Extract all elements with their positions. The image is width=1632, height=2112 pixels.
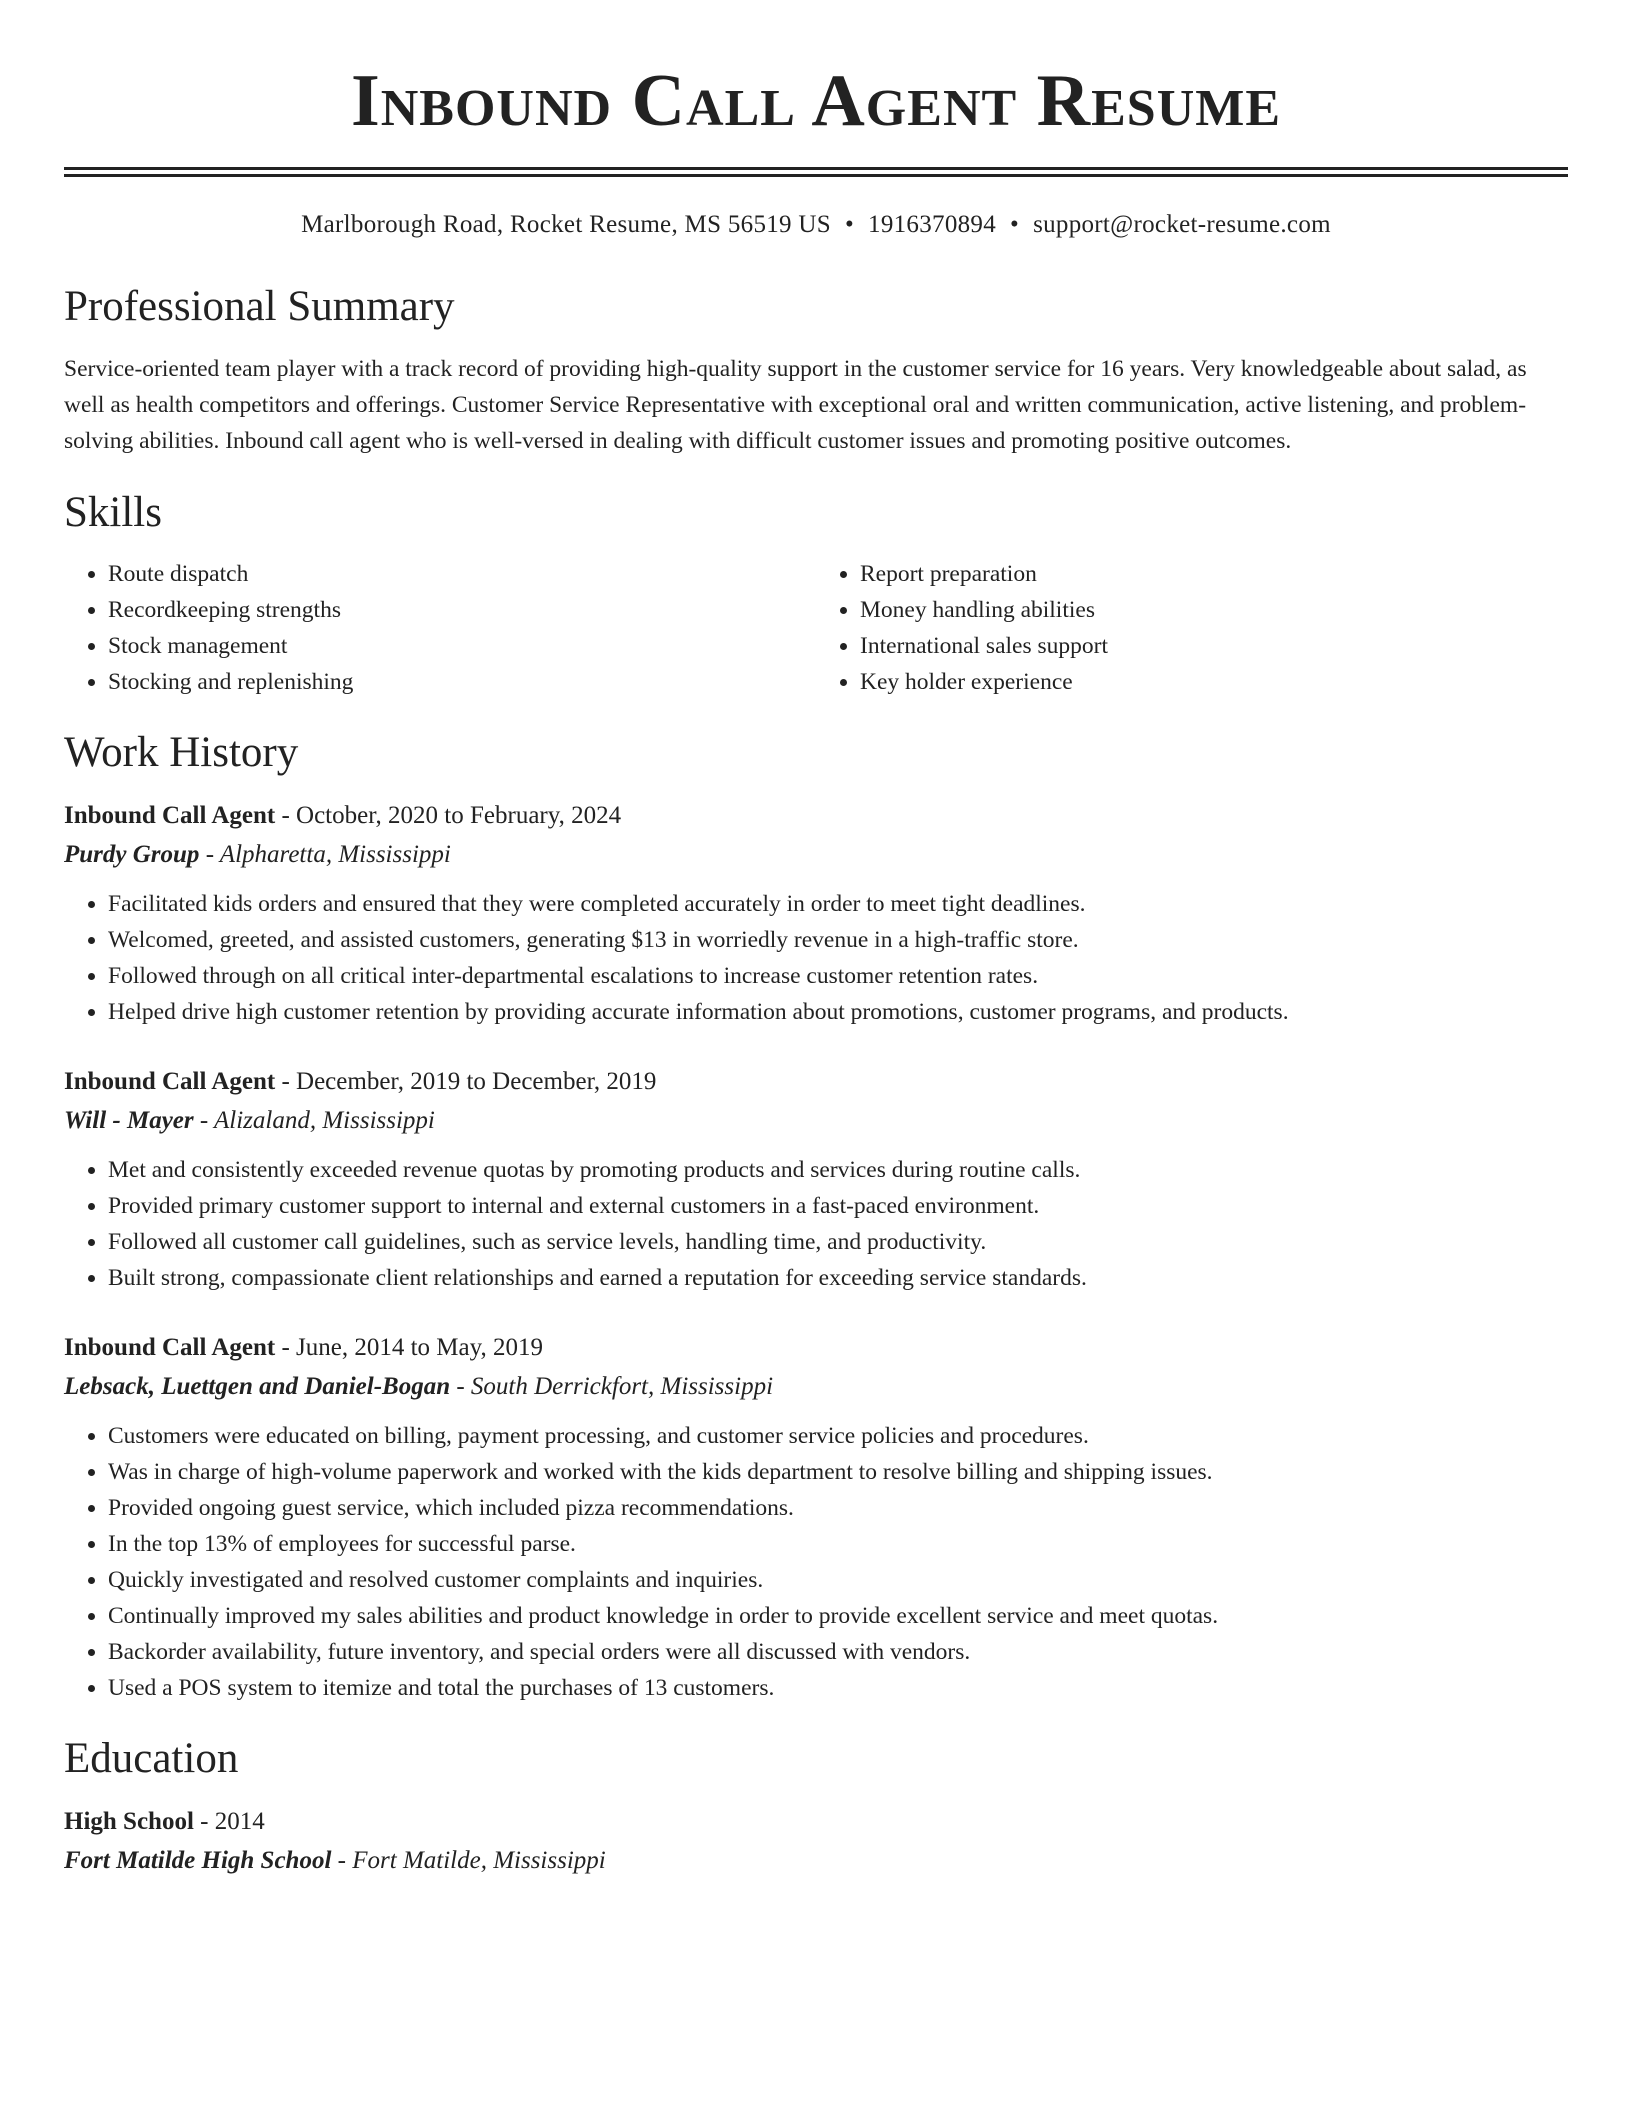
title-double-rule bbox=[64, 167, 1568, 177]
summary-heading: Professional Summary bbox=[64, 283, 455, 330]
job-title: Inbound Call Agent bbox=[64, 802, 276, 829]
job-bullet: • Provided ongoing guest service, which included pizza recommendations. bbox=[108, 1490, 1568, 1526]
skill-item: • Money handling abilities bbox=[860, 592, 1568, 628]
skill-item: • Report preparation bbox=[860, 556, 1568, 592]
job-bullet: • Followed all customer call guidelines, such as service levels, handling time, and productivity. bbox=[108, 1224, 1568, 1260]
contact-line bbox=[64, 210, 1568, 240]
summary-text: Service-oriented team player with a track record of providing high-quality support in the customer service for 16 years. Very knowledgeable about salad, as well as health competitors and offerings. Customer Service Representative with exceptional oral and written communication, active listening, and problem-solving abilities. Inbound call agent who is well-versed in dealing with difficult customer issues and promoting positive outcomes. bbox=[64, 356, 1527, 454]
contact-separator: • bbox=[1010, 211, 1020, 238]
job-bullet: • Followed through on all critical inter-departmental escalations to increase customer retention rates. bbox=[108, 958, 1568, 994]
company-location: - Alizaland, Mississippi bbox=[193, 1107, 435, 1134]
company-name: Purdy Group bbox=[64, 841, 200, 868]
job-title: Inbound Call Agent bbox=[64, 1334, 276, 1361]
skills-list-left bbox=[64, 556, 816, 700]
skills-columns bbox=[64, 556, 1568, 700]
job-bullet: • Built strong, compassionate client relationships and earned a reputation for exceeding service standards. bbox=[108, 1260, 1568, 1296]
job-bullet: • Used a POS system to itemize and total the purchases of 13 customers. bbox=[108, 1670, 1568, 1706]
job-bullet: • Welcomed, greeted, and assisted customers, generating $13 in worriedly revenue in a high-traffic store. bbox=[108, 922, 1568, 958]
job-entry bbox=[64, 1328, 1568, 1706]
school-name: Fort Matilde High School bbox=[64, 1847, 332, 1874]
job-bullet: • In the top 13% of employees for successful parse. bbox=[108, 1526, 1568, 1562]
contact-separator: • bbox=[844, 211, 855, 238]
school-line bbox=[64, 1842, 1568, 1880]
job-bullets bbox=[64, 1152, 1568, 1296]
company-line bbox=[64, 1368, 1568, 1406]
job-bullets bbox=[64, 1418, 1568, 1706]
company-name: Lebsack, Luettgen and Daniel-Bogan bbox=[64, 1373, 451, 1400]
job-dates: - December, 2019 to December, 2019 bbox=[275, 1068, 657, 1095]
job-bullet: • Was in charge of high-volume paperwork and worked with the kids department to resolve billing and shipping issues. bbox=[108, 1454, 1568, 1490]
job-title-line bbox=[64, 1062, 1568, 1102]
contact-email: support@rocket-resume.com bbox=[1033, 211, 1331, 238]
contact-address: Marlborough Road, Rocket Resume, MS 56519 US bbox=[301, 211, 831, 238]
job-entry bbox=[64, 796, 1568, 1030]
company-location: - Alpharetta, Mississippi bbox=[199, 841, 451, 868]
skill-item: • Stock management bbox=[108, 628, 816, 664]
job-bullet: • Quickly investigated and resolved customer complaints and inquiries. bbox=[108, 1562, 1568, 1598]
job-title: Inbound Call Agent bbox=[64, 1068, 276, 1095]
skill-item: • Key holder experience bbox=[860, 664, 1568, 700]
education-heading: Education bbox=[64, 1735, 239, 1782]
job-dates: - June, 2014 to May, 2019 bbox=[275, 1334, 544, 1361]
skills-list-right bbox=[816, 556, 1568, 700]
degree-name: High School bbox=[64, 1808, 194, 1835]
job-bullet: • Facilitated kids orders and ensured that they were completed accurately in order to meet tight deadlines. bbox=[108, 886, 1568, 922]
degree-year: - 2014 bbox=[193, 1808, 265, 1835]
job-title-line bbox=[64, 796, 1568, 836]
job-bullet: • Backorder availability, future inventory, and special orders were all discussed with vendors. bbox=[108, 1634, 1568, 1670]
skill-item: • International sales support bbox=[860, 628, 1568, 664]
school-location: - Fort Matilde, Mississippi bbox=[331, 1847, 606, 1874]
education-entry bbox=[64, 1802, 1568, 1880]
skills-heading: Skills bbox=[64, 489, 162, 536]
job-entry bbox=[64, 1062, 1568, 1296]
job-bullet: • Continually improved my sales abilities and product knowledge in order to provide excellent service and meet quotas. bbox=[108, 1598, 1568, 1634]
job-bullet: • Met and consistently exceeded revenue quotas by promoting products and services during routine calls. bbox=[108, 1152, 1568, 1188]
job-dates: - October, 2020 to February, 2024 bbox=[275, 802, 622, 829]
work-history-heading: Work History bbox=[64, 729, 299, 776]
company-line bbox=[64, 1102, 1568, 1140]
company-name: Will - Mayer bbox=[64, 1107, 194, 1134]
skill-item: • Recordkeeping strengths bbox=[108, 592, 816, 628]
job-bullets bbox=[64, 886, 1568, 1030]
job-bullet: • Customers were educated on billing, payment processing, and customer service policies and procedures. bbox=[108, 1418, 1568, 1454]
contact-phone: 1916370894 bbox=[868, 211, 997, 238]
company-location: - South Derrickfort, Mississippi bbox=[450, 1373, 774, 1400]
job-bullet: • Provided primary customer support to internal and external customers in a fast-paced environment. bbox=[108, 1188, 1568, 1224]
job-bullet: • Helped drive high customer retention by providing accurate information about promotions, customer programs, and products. bbox=[108, 994, 1568, 1030]
resume-title: Inbound Call Agent Resume bbox=[350, 60, 1282, 142]
job-title-line bbox=[64, 1328, 1568, 1368]
company-line bbox=[64, 836, 1568, 874]
skill-item: • Route dispatch bbox=[108, 556, 816, 592]
degree-line bbox=[64, 1802, 1568, 1842]
skill-item: • Stocking and replenishing bbox=[108, 664, 816, 700]
